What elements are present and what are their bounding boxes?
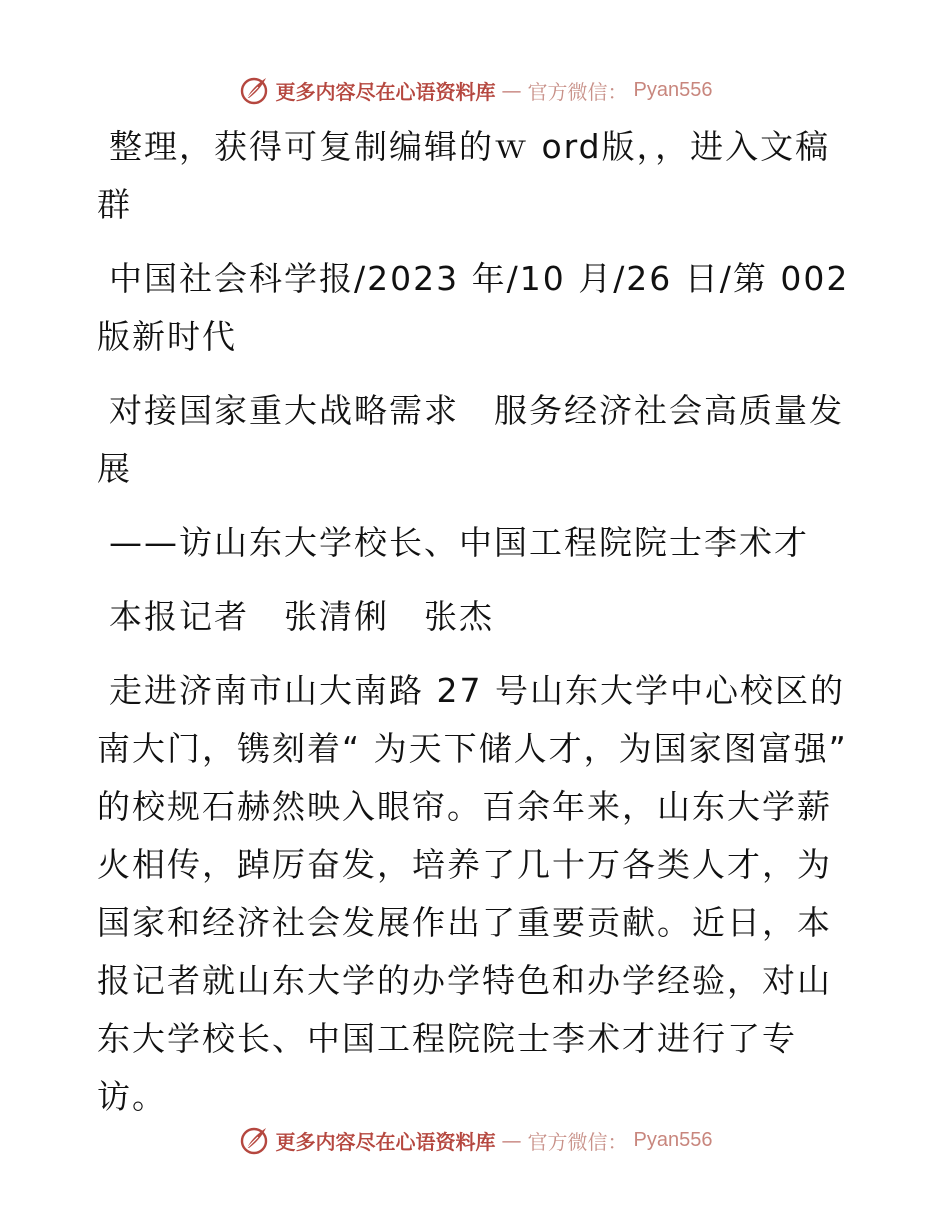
feather-pen-logo-icon [238, 74, 270, 106]
watermark-banner-bottom [0, 1120, 950, 1160]
watermark-wechat-label: 官方微信： [527, 79, 628, 104]
document-subtitle: ——访山东大学校长、中国工程院院士李术才 [109, 523, 809, 562]
watermark-dash: — [501, 1128, 522, 1152]
document-body: 走进济南市山大南路 27 号山东大学中心校区的南大门，镌刻着“ 为天下储人才，为国家图富强” 的校规石赫然映入眼帘。百余年来，山东大学薪火相传，踔厉奋发，培养了几十万各类人才，为国家和经济社会发展作出了重要贡献。近日，本报记者就山东大学的办学特色和办学经验，对山东大学校长、中国工程院院士李术才进行了专访。 [97, 671, 861, 1116]
watermark-banner-top [0, 70, 950, 110]
document-source: 中国社会科学报/2023 年/10 月/26 日/第 002 版新时代 [97, 259, 862, 356]
watermark-site-name: 更多内容尽在心语资料库 [275, 79, 496, 104]
watermark-wechat-id: Pyan556 [633, 1128, 713, 1151]
watermark-wechat-label: 官方微信： [527, 1129, 628, 1154]
watermark-wechat-id: Pyan556 [633, 78, 713, 101]
document-byline: 本报记者 张清俐 张杰 [109, 597, 494, 636]
document-note: 整理，获得可复制编辑的ｗ ord版，，进入文稿群 [97, 127, 831, 224]
watermark-dash: — [501, 78, 522, 102]
document-content [97, 118, 862, 1142]
watermark-site-name: 更多内容尽在心语资料库 [275, 1129, 496, 1154]
feather-pen-logo-icon [238, 1124, 270, 1156]
document-title: 对接国家重大战略需求 服务经济社会高质量发展 [97, 391, 844, 488]
